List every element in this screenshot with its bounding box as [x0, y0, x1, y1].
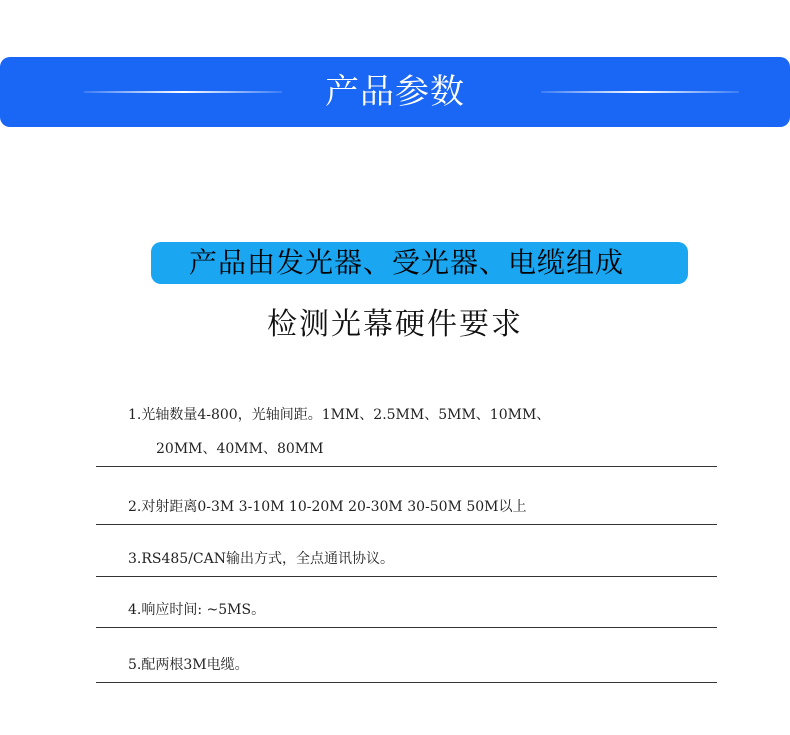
spec-item-3-line1: 3.RS485/CAN输出方式，全点通讯协议。 — [128, 551, 394, 567]
spec-item-3 — [96, 542, 717, 577]
spec-item-2-line1: 2.对射距离0-3M 3-10M 10-20M 20-30M 30-50M 50M以上 — [128, 499, 527, 515]
composition-text: 产品由发光器、受光器、电缆组成 — [189, 246, 625, 279]
spec-item-2 — [96, 490, 717, 525]
spec-item-4-line1: 4.响应时间: ~5MS。 — [128, 602, 266, 618]
section-title: 检测光幕硬件要求 — [267, 307, 523, 342]
spec-item-4 — [96, 593, 717, 628]
spec-item-1 — [96, 398, 717, 467]
spec-item-1-line1: 1.光轴数量4-800，光轴间距。1MM、2.5MM、5MM、10MM、 — [128, 407, 551, 423]
header-right-divider — [541, 91, 739, 93]
spec-item-1-line2: 20MM、40MM、80MM — [156, 441, 324, 457]
header-title: 产品参数 — [325, 72, 465, 112]
composition-banner — [151, 242, 688, 284]
header-banner — [0, 57, 790, 127]
spec-item-5 — [96, 648, 717, 683]
spec-item-5-line1: 5.配两根3M电缆。 — [128, 657, 249, 673]
